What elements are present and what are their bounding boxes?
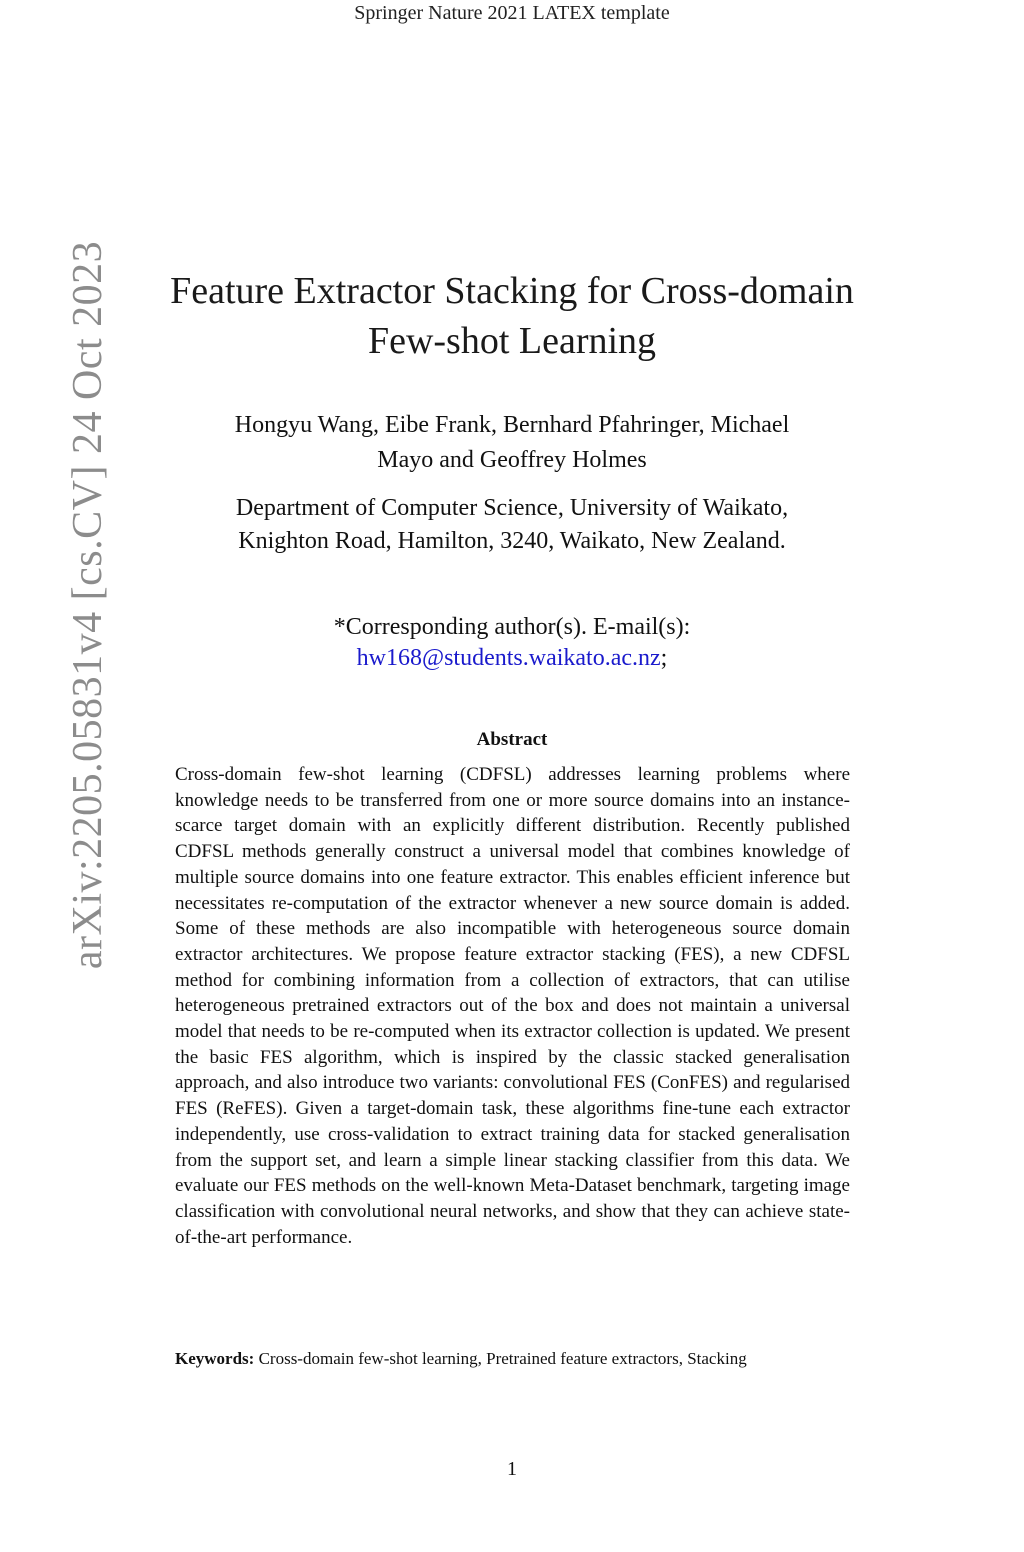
authors-line-2: Mayo and Geoffrey Holmes — [377, 447, 647, 473]
affiliation — [112, 492, 912, 558]
email-link[interactable]: hw168@students.waikato.ac.nz — [356, 645, 661, 671]
email-suffix: ; — [660, 645, 668, 671]
paper-title — [112, 266, 912, 366]
authors-line-1: Hongyu Wang, Eibe Frank, Bernhard Pfahringer, Michael — [234, 412, 790, 438]
corresponding-author — [112, 612, 912, 674]
keywords-label: Keywords: — [175, 1349, 255, 1368]
title-line-1: Feature Extractor Stacking for Cross-domain — [170, 270, 854, 312]
arxiv-identifier-stamp: arXiv:2205.05831v4 [cs.CV] 24 Oct 2023 — [65, 240, 111, 970]
affiliation-line-2: Knighton Road, Hamilton, 3240, Waikato, New Zealand. — [238, 528, 786, 554]
corresponding-email-line — [112, 643, 912, 674]
author-list — [112, 408, 912, 478]
page-number: 1 — [507, 1458, 517, 1480]
title-line-2: Few-shot Learning — [367, 320, 657, 362]
keywords-text: Cross-domain few-shot learning, Pretrained feature extractors, Stacking — [258, 1349, 747, 1368]
keywords — [175, 1348, 850, 1370]
running-header: Springer Nature 2021 LATEX template — [354, 2, 670, 24]
abstract-text: Cross-domain few-shot learning (CDFSL) addresses learning problems where knowledge needs to be transferred from one or more source domains into an instance-scarce target domain with an explicitly different distribution. Recently published CDFSL methods generally construct a universal model that combines knowledge of multiple source domains into one feature extractor. This enables efficient inference but necessitates re-computation of the extractor whenever a new source domain is added. Some of these methods are also incompatible with heterogeneous source domain extractor architectures. We propose feature extractor stacking (FES), a new CDFSL method for combining information from a collection of extractors, that can utilise heterogeneous pretrained extractors out of the box and does not maintain a universal model that needs to be re-computed when its extractor collection is updated. We present the basic FES algorithm, which is inspired by the classic stacked generalisation approach, and also introduce two variants: convolutional FES (ConFES) and regularised FES (ReFES). Given a target-domain task, these algorithms fine-tune each extractor independently, use cross-validation to extract training data for stacked generalisation from the support set, and learn a simple linear stacking classifier from this data. We evaluate our FES methods on the well-known Meta-Dataset benchmark, targeting image classification with convolutional neural networks, and show that they can achieve state-of-the-art performance. — [175, 764, 850, 1248]
affiliation-line-1: Department of Computer Science, University of Waikato, — [235, 495, 789, 521]
abstract-heading: Abstract — [476, 729, 548, 750]
corresponding-label: *Corresponding author(s). E-mail(s): — [333, 614, 691, 640]
